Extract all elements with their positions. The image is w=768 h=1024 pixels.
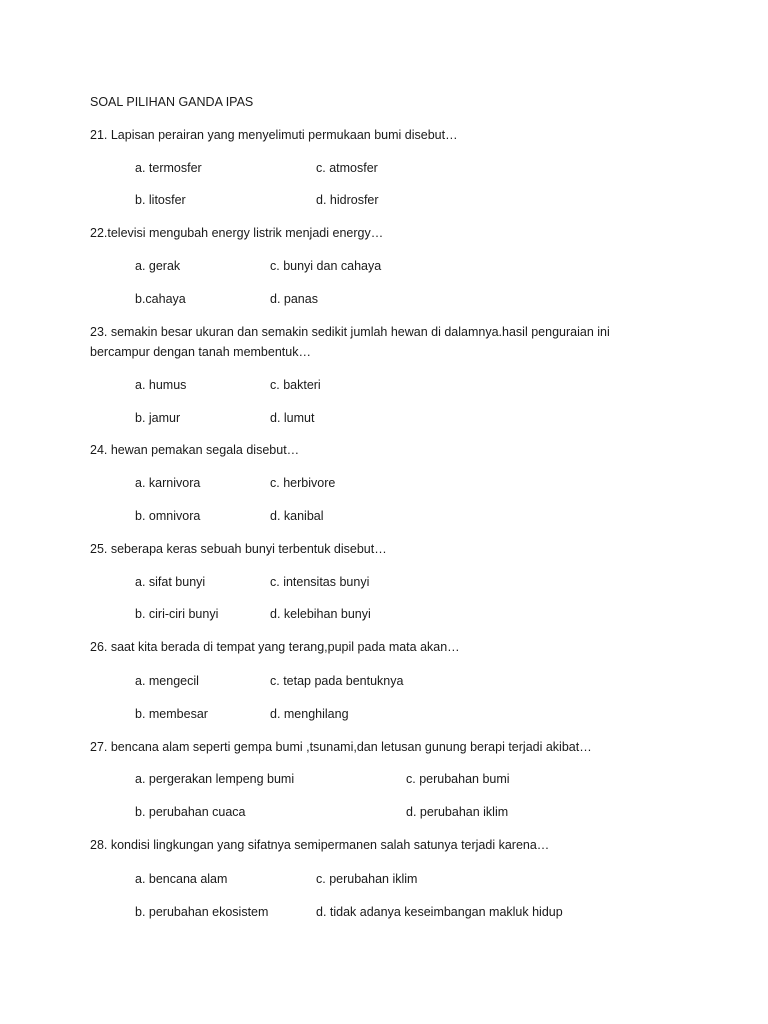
question-24-option-b: b. omnivora bbox=[135, 509, 201, 523]
question-28-option-b: b. perubahan ekosistem bbox=[135, 905, 269, 919]
question-22-option-d: d. panas bbox=[270, 292, 318, 306]
question-26-option-d: d. menghilang bbox=[270, 707, 349, 721]
question-23-option-d: d. lumut bbox=[270, 411, 315, 425]
question-25-option-b: b. ciri-ciri bunyi bbox=[135, 607, 219, 621]
question-21-option-b: b. litosfer bbox=[135, 193, 186, 207]
question-22-option-a: a. gerak bbox=[135, 259, 181, 273]
question-26-option-c: c. tetap pada bentuknya bbox=[270, 674, 404, 688]
question-27-option-b: b. perubahan cuaca bbox=[135, 805, 246, 819]
question-26-option-a: a. mengecil bbox=[135, 674, 199, 688]
question-27-option-a: a. pergerakan lempeng bumi bbox=[135, 772, 295, 786]
question-25-option-a: a. sifat bunyi bbox=[135, 575, 206, 589]
question-28-option-a: a. bencana alam bbox=[135, 872, 228, 886]
document-title: SOAL PILIHAN GANDA IPAS bbox=[90, 95, 254, 109]
question-28-text: 28. kondisi lingkungan yang sifatnya semipermanen salah satunya terjadi karena… bbox=[90, 838, 550, 852]
question-21-option-a: a. termosfer bbox=[135, 161, 202, 175]
question-27-text: 27. bencana alam seperti gempa bumi ,tsunami,dan letusan gunung berapi terjadi akibat… bbox=[90, 740, 592, 754]
question-27-option-c: c. perubahan bumi bbox=[406, 772, 510, 786]
question-25-text: 25. seberapa keras sebuah bunyi terbentuk disebut… bbox=[90, 542, 387, 556]
question-24-option-a: a. karnivora bbox=[135, 476, 201, 490]
question-21-option-c: c. atmosfer bbox=[316, 161, 378, 175]
question-22-text: 22.televisi mengubah energy listrik menjadi energy… bbox=[90, 226, 384, 240]
question-22-option-b: b.cahaya bbox=[135, 292, 186, 306]
question-24-option-c: c. herbivore bbox=[270, 476, 336, 490]
question-27-option-d: d. perubahan iklim bbox=[406, 805, 509, 819]
question-23-text: 23. semakin besar ukuran dan semakin sedikit jumlah hewan di dalamnya.hasil penguraian ini bbox=[90, 325, 610, 339]
question-24-option-d: d. kanibal bbox=[270, 509, 324, 523]
question-23-option-c: c. bakteri bbox=[270, 378, 321, 392]
question-23-option-b: b. jamur bbox=[135, 411, 181, 425]
question-23-text-continued: bercampur dengan tanah membentuk… bbox=[90, 345, 311, 359]
question-25-option-d: d. kelebihan bunyi bbox=[270, 607, 371, 621]
question-28-option-d: d. tidak adanya keseimbangan makluk hidup bbox=[316, 905, 563, 919]
question-24-text: 24. hewan pemakan segala disebut… bbox=[90, 443, 300, 457]
question-21-option-d: d. hidrosfer bbox=[316, 193, 379, 207]
question-28-option-c: c. perubahan iklim bbox=[316, 872, 418, 886]
question-21-text: 21. Lapisan perairan yang menyelimuti permukaan bumi disebut… bbox=[90, 128, 458, 142]
question-26-option-b: b. membesar bbox=[135, 707, 208, 721]
question-23-option-a: a. humus bbox=[135, 378, 187, 392]
question-22-option-c: c. bunyi dan cahaya bbox=[270, 259, 382, 273]
question-26-text: 26. saat kita berada di tempat yang terang,pupil pada mata akan… bbox=[90, 640, 460, 654]
question-25-option-c: c. intensitas bunyi bbox=[270, 575, 370, 589]
